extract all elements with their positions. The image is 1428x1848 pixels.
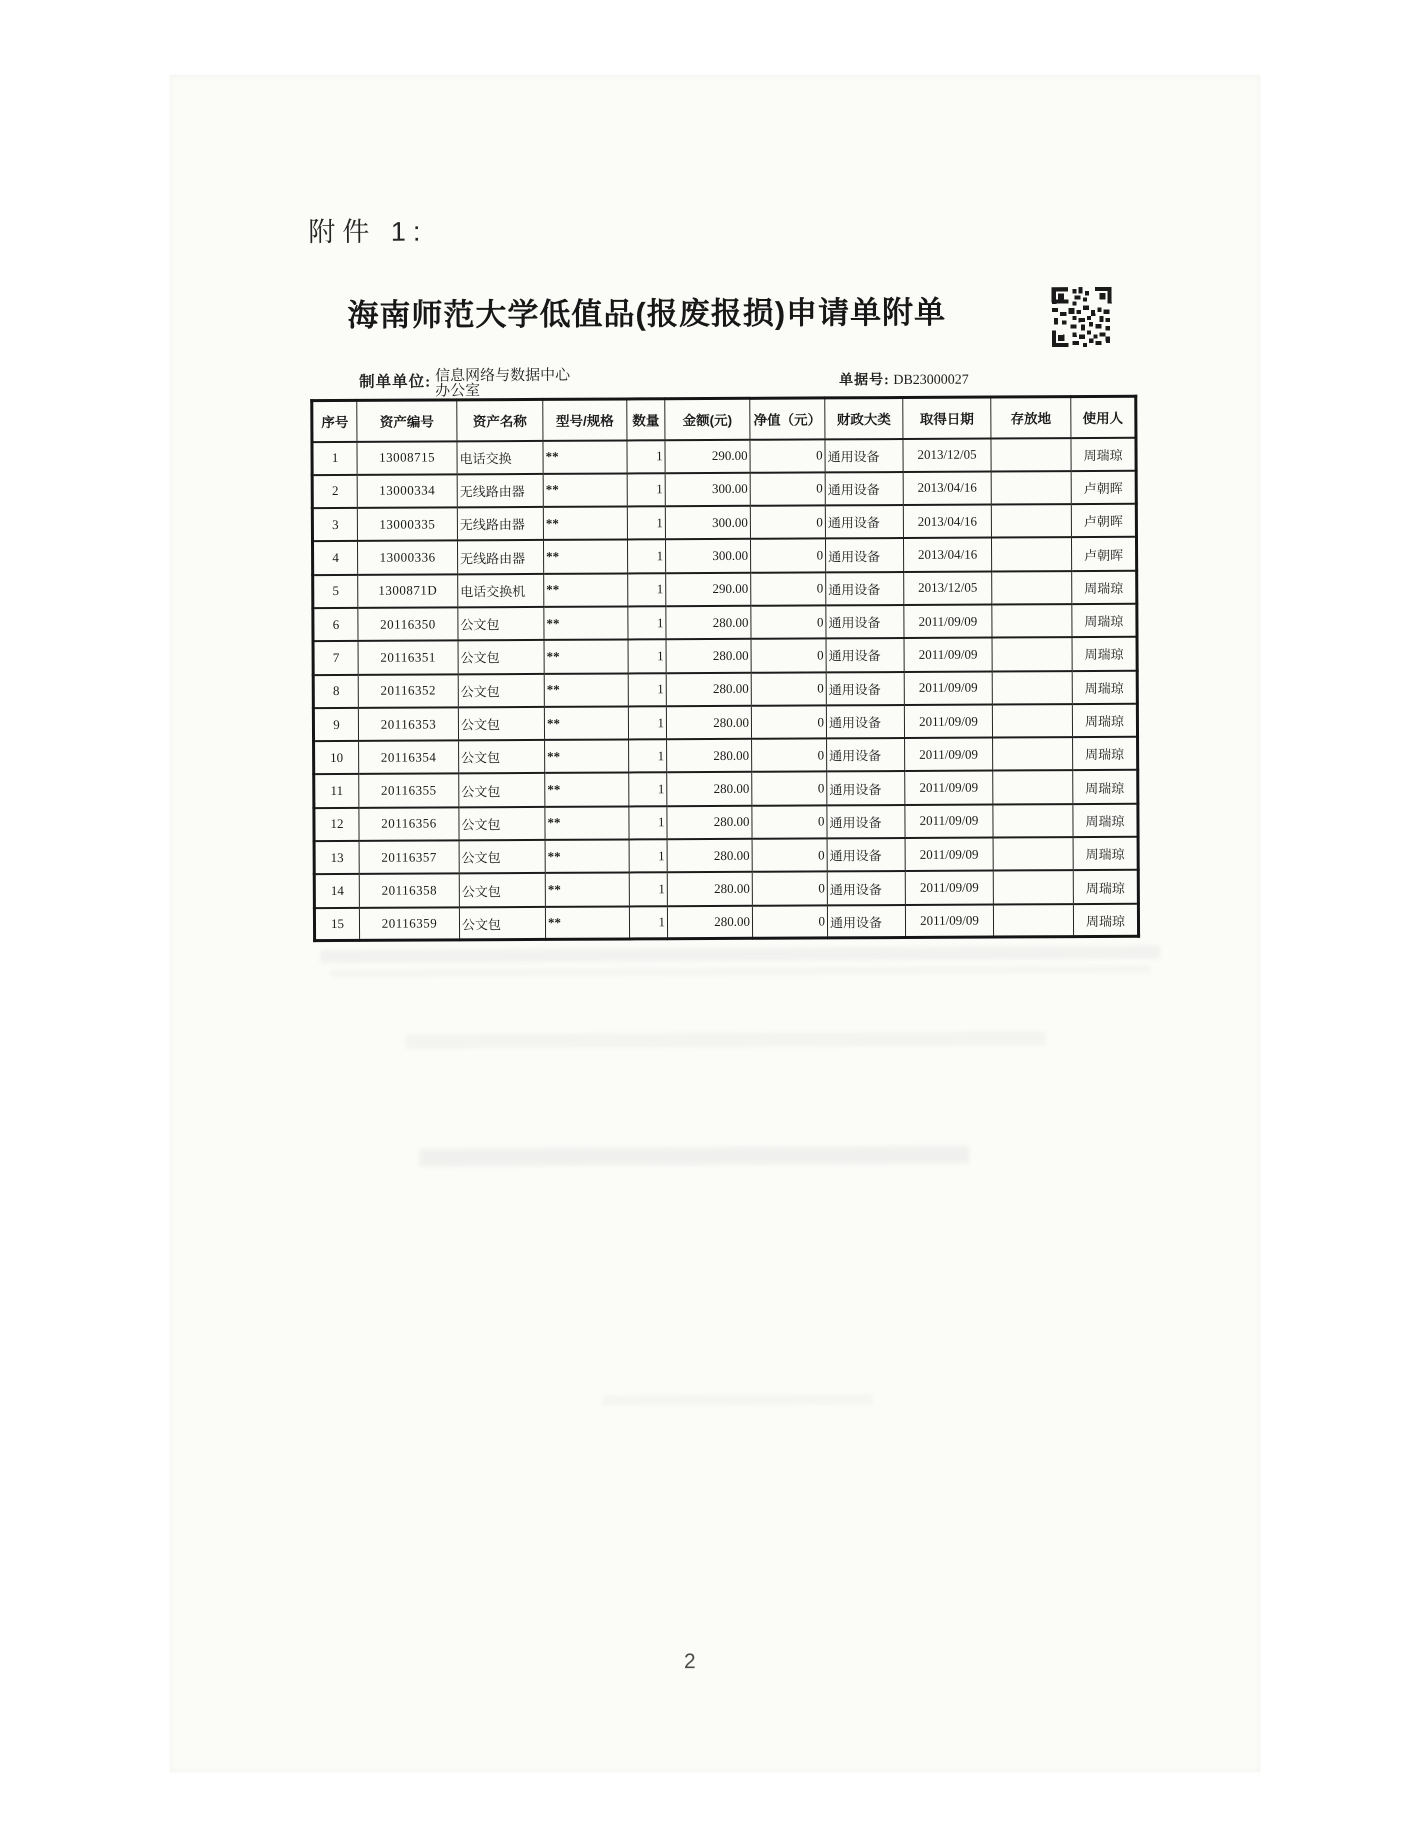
cell-user: 卢朝晖 [1071, 537, 1136, 571]
cell-index: 12 [314, 808, 359, 842]
cell-user: 周瑞琼 [1072, 704, 1137, 738]
cell-net-value: 0 [751, 639, 826, 673]
cell-location [993, 904, 1073, 938]
cell-category: 通用设备 [825, 439, 903, 473]
cell-qty: 1 [628, 640, 666, 673]
doc-number-field [839, 369, 969, 390]
cell-asset-name: 公文包 [458, 707, 544, 741]
cell-asset-name: 无线路由器 [457, 474, 543, 508]
cell-amount: 280.00 [667, 905, 752, 939]
cell-location [991, 504, 1071, 538]
table-row [313, 670, 1137, 708]
cell-amount: 280.00 [666, 706, 751, 740]
doc-number-value: DB23000027 [893, 372, 969, 389]
column-header: 资产名称 [457, 399, 543, 440]
cell-net-value: 0 [751, 605, 826, 639]
cell-qty: 1 [627, 540, 665, 573]
cell-asset-name: 无线路由器 [457, 507, 543, 541]
cell-model: ** [544, 606, 628, 640]
cell-category: 通用设备 [826, 605, 904, 639]
cell-index: 15 [314, 908, 359, 942]
cell-location [992, 704, 1072, 738]
table-row [314, 870, 1138, 908]
cell-index: 8 [313, 674, 358, 708]
cell-index: 14 [314, 874, 359, 908]
cell-acquire-date: 2011/09/09 [905, 738, 993, 772]
header-row [312, 396, 1136, 441]
cell-qty: 1 [629, 739, 667, 772]
cell-index: 4 [312, 541, 357, 575]
cell-model: ** [545, 740, 629, 774]
cell-category: 通用设备 [826, 705, 904, 739]
cell-user: 卢朝晖 [1071, 504, 1136, 538]
cell-qty: 1 [627, 440, 665, 473]
cell-acquire-date: 2011/09/09 [904, 704, 992, 738]
cell-model: ** [543, 540, 627, 574]
form-unit-value [435, 369, 570, 400]
cell-category: 通用设备 [825, 472, 903, 506]
cell-qty: 1 [627, 506, 665, 539]
cell-index: 7 [313, 641, 358, 675]
table-row [312, 437, 1136, 475]
attachment-label: 附件 1: [308, 216, 428, 248]
cell-category: 通用设备 [827, 871, 905, 905]
doc-number-label: 单据号: [839, 373, 890, 389]
cell-net-value: 0 [751, 705, 826, 739]
cell-amount: 300.00 [665, 506, 750, 540]
cell-user: 周瑞琼 [1073, 770, 1138, 804]
table-row [314, 837, 1138, 875]
page-content [166, 72, 1265, 1775]
cell-asset-no: 20116352 [358, 674, 458, 708]
cell-user: 周瑞琼 [1071, 437, 1136, 471]
cell-amount: 300.00 [665, 539, 750, 573]
cell-net-value: 0 [752, 872, 827, 906]
cell-acquire-date: 2013/12/05 [904, 571, 992, 605]
cell-user: 周瑞琼 [1072, 670, 1137, 704]
cell-category: 通用设备 [827, 805, 905, 839]
cell-acquire-date: 2011/09/09 [905, 904, 993, 938]
cell-model: ** [543, 440, 627, 474]
cell-category: 通用设备 [827, 738, 905, 772]
cell-location [992, 637, 1072, 671]
bleedthrough-artifact [320, 946, 1160, 963]
cell-acquire-date: 2011/09/09 [904, 671, 992, 705]
cell-qty: 1 [629, 839, 667, 872]
cell-asset-no: 20116354 [359, 741, 459, 775]
cell-acquire-date: 2013/12/05 [903, 438, 991, 472]
cell-acquire-date: 2011/09/09 [905, 871, 993, 905]
column-header: 财政大类 [825, 398, 903, 439]
cell-category: 通用设备 [827, 838, 905, 872]
cell-category: 通用设备 [827, 905, 905, 939]
cell-user: 周瑞琼 [1073, 804, 1138, 838]
cell-location [993, 737, 1073, 771]
cell-location [991, 438, 1071, 472]
cell-index: 5 [313, 575, 358, 609]
table-row [314, 770, 1138, 808]
cell-asset-name: 电话交换 [457, 440, 543, 474]
cell-amount: 280.00 [667, 739, 752, 773]
cell-qty: 1 [628, 673, 666, 706]
cell-asset-name: 公文包 [459, 840, 545, 874]
cell-index: 11 [314, 774, 359, 808]
column-header: 型号/规格 [543, 399, 627, 440]
cell-net-value: 0 [751, 672, 826, 706]
cell-net-value: 0 [750, 506, 825, 540]
cell-asset-no: 20116358 [359, 874, 459, 908]
cell-index: 10 [314, 741, 359, 775]
cell-location [993, 837, 1073, 871]
cell-asset-name: 公文包 [459, 740, 545, 774]
cell-asset-name: 公文包 [459, 907, 545, 941]
cell-asset-name: 电话交换机 [458, 574, 544, 608]
cell-acquire-date: 2011/09/09 [904, 638, 992, 672]
cell-location [992, 604, 1072, 638]
cell-location [992, 671, 1072, 705]
cell-category: 通用设备 [826, 572, 904, 606]
cell-category: 通用设备 [825, 538, 903, 572]
page-number: 2 [683, 1650, 696, 1674]
cell-asset-name: 公文包 [459, 807, 545, 841]
cell-model: ** [543, 507, 627, 541]
bleedthrough-artifact [330, 966, 1150, 977]
cell-model: ** [545, 773, 629, 807]
cell-asset-no: 1300871D [358, 574, 458, 608]
table-row [313, 604, 1137, 642]
cell-net-value: 0 [751, 572, 826, 606]
cell-user: 周瑞琼 [1072, 604, 1137, 638]
cell-acquire-date: 2013/04/16 [903, 538, 991, 572]
cell-model: ** [545, 806, 629, 840]
cell-amount: 290.00 [665, 439, 750, 473]
cell-location [991, 471, 1071, 505]
cell-net-value: 0 [752, 739, 827, 773]
cell-net-value: 0 [752, 805, 827, 839]
cell-index: 13 [314, 841, 359, 875]
cell-asset-name: 无线路由器 [457, 540, 543, 574]
cell-net-value: 0 [752, 772, 827, 806]
cell-location [991, 538, 1071, 572]
cell-net-value: 0 [750, 439, 825, 473]
table-row [314, 903, 1138, 941]
cell-amount: 300.00 [665, 473, 750, 507]
cell-user: 周瑞琼 [1073, 837, 1138, 871]
cell-model: ** [545, 873, 629, 907]
cell-amount: 280.00 [666, 672, 751, 706]
cell-amount: 280.00 [667, 872, 752, 906]
cell-acquire-date: 2011/09/09 [905, 804, 993, 838]
cell-location [992, 571, 1072, 605]
cell-index: 6 [313, 608, 358, 642]
cell-category: 通用设备 [825, 505, 903, 539]
column-header: 净值（元） [750, 398, 825, 439]
cell-model: ** [544, 706, 628, 740]
bleedthrough-artifact [419, 1146, 969, 1167]
form-unit-label: 制单单位: [359, 373, 432, 391]
cell-amount: 280.00 [667, 839, 752, 873]
cell-amount: 280.00 [666, 639, 751, 673]
cell-user: 卢朝晖 [1071, 471, 1136, 505]
cell-qty: 1 [629, 906, 667, 939]
cell-index: 3 [312, 508, 357, 542]
cell-qty: 1 [629, 773, 667, 806]
cell-user: 周瑞琼 [1073, 870, 1138, 904]
cell-model: ** [543, 473, 627, 507]
cell-asset-no: 20116350 [358, 607, 458, 641]
cell-net-value: 0 [750, 472, 825, 506]
column-header: 资产编号 [357, 400, 457, 442]
scanned-page [170, 75, 1260, 1772]
column-header: 存放地 [991, 397, 1071, 438]
cell-qty: 1 [627, 473, 665, 506]
cell-asset-no: 13000334 [357, 474, 457, 508]
table-row [312, 537, 1136, 575]
column-header: 金额(元) [665, 398, 750, 439]
table-row [314, 737, 1138, 775]
cell-category: 通用设备 [826, 672, 904, 706]
cell-net-value: 0 [750, 539, 825, 573]
table-row [313, 704, 1137, 742]
cell-qty: 1 [628, 573, 666, 606]
cell-asset-no: 13000335 [357, 507, 457, 541]
cell-user: 周瑞琼 [1072, 637, 1137, 671]
table-row [312, 504, 1136, 542]
cell-acquire-date: 2013/04/16 [903, 471, 991, 505]
cell-index: 2 [312, 475, 357, 509]
cell-acquire-date: 2011/09/09 [905, 838, 993, 872]
cell-asset-no: 20116351 [358, 641, 458, 675]
cell-acquire-date: 2013/04/16 [903, 505, 991, 539]
cell-amount: 280.00 [667, 806, 752, 840]
asset-table [310, 395, 1140, 943]
cell-index: 1 [312, 441, 357, 475]
column-header: 序号 [321, 415, 349, 431]
cell-asset-no: 13008715 [357, 441, 457, 475]
table-row [312, 471, 1136, 509]
cell-category: 通用设备 [827, 771, 905, 805]
column-header: 数量 [627, 399, 665, 440]
form-unit-line1: 信息网络与数据中心 [435, 367, 571, 385]
cell-asset-no: 20116356 [359, 807, 459, 841]
bleedthrough-artifact [406, 1031, 1046, 1048]
cell-asset-name: 公文包 [458, 640, 544, 674]
column-header: 使用人 [1071, 396, 1136, 437]
cell-asset-no: 13000336 [357, 541, 457, 575]
cell-net-value: 0 [752, 838, 827, 872]
cell-asset-no: 20116355 [359, 774, 459, 808]
cell-model: ** [544, 640, 628, 674]
cell-location [993, 870, 1073, 904]
cell-user: 周瑞琼 [1072, 570, 1137, 604]
cell-asset-name: 公文包 [458, 673, 544, 707]
asset-table-header [312, 396, 1136, 441]
cell-user: 周瑞琼 [1073, 903, 1138, 937]
cell-asset-name: 公文包 [459, 873, 545, 907]
cell-acquire-date: 2011/09/09 [905, 771, 993, 805]
cell-asset-name: 公文包 [459, 773, 545, 807]
cell-user: 周瑞琼 [1073, 737, 1138, 771]
form-unit-line2: 办公室 [435, 383, 481, 400]
cell-amount: 280.00 [667, 772, 752, 806]
table-row [313, 570, 1137, 608]
cell-model: ** [545, 906, 629, 940]
table-row [314, 804, 1138, 842]
cell-net-value: 0 [752, 905, 827, 939]
qr-code-icon [1051, 287, 1113, 347]
cell-asset-no: 20116359 [359, 907, 459, 941]
cell-acquire-date: 2011/09/09 [904, 605, 992, 639]
cell-model: ** [544, 573, 628, 607]
cell-asset-no: 20116357 [359, 840, 459, 874]
cell-model: ** [545, 840, 629, 874]
column-header: 取得日期 [903, 397, 991, 438]
cell-amount: 280.00 [666, 606, 751, 640]
cell-category: 通用设备 [826, 638, 904, 672]
cell-asset-no: 20116353 [358, 707, 458, 741]
cell-model: ** [544, 673, 628, 707]
table-row [313, 637, 1137, 675]
bleedthrough-artifact [602, 1394, 872, 1405]
cell-qty: 1 [628, 706, 666, 739]
cell-index: 9 [313, 708, 358, 742]
cell-asset-name: 公文包 [458, 607, 544, 641]
cell-location [993, 804, 1073, 838]
form-unit-field [359, 369, 570, 400]
cell-qty: 1 [628, 606, 666, 639]
cell-qty: 1 [629, 873, 667, 906]
page-title: 海南师范大学低值品(报废报损)申请单附单 [347, 294, 947, 333]
cell-amount: 290.00 [666, 572, 751, 606]
cell-qty: 1 [629, 806, 667, 839]
cell-location [993, 771, 1073, 805]
